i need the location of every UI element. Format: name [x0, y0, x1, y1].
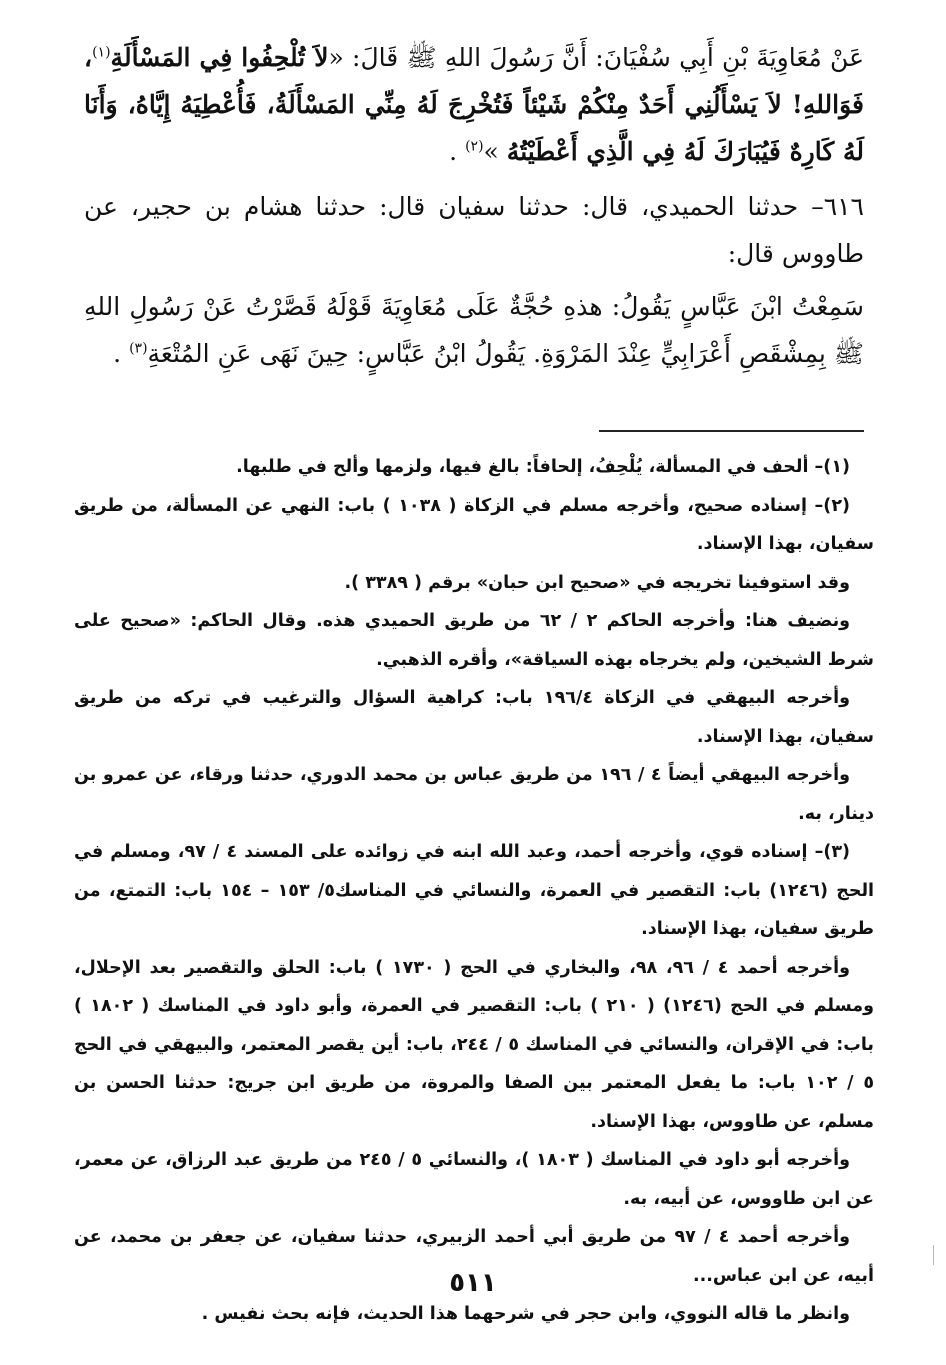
- hadith-616-matn: [84, 283, 864, 377]
- footnote-3-para-b: وأخرجه أحمد ٤ / ٩٦، ٩٨، والبخاري في الحج ( ١٧٣٠ ) باب: الحلق والتقصير بعد الإحلال، ومسلم في الحج (١٢٤٦) ( ٢١٠ ) باب: التقصير في العمرة، وأبو داود في المناسك ( ١٨٠٢ ) باب: في الإقران، والنسائي في المناسك ٥ / ٢٤٤، باب: أين يقصر المعتمر، والبيهقي في الحج ٥ / ١٠٢ باب: ما يفعل المعتمر بين الصفا والمروة، من طريق ابن جريج: حدثنا الحسن بن مسلم، عن طاووس، بهذا الإسناد.: [74, 957, 875, 1132]
- footnote-2: (٢)– إسناده صحيح، وأخرجه مسلم في الزكاة ( ١٠٣٨ ) باب: النهي عن المسألة، من طريق سفيان، بهذا الإسناد.: [74, 495, 874, 554]
- footnote-3-para-d: وأخرجه أحمد ٤ / ٩٧ من طريق أبي أحمد الزبيري، حدثنا سفيان، عن جعفر بن محمد، عن أبيه، عن ابن عباس...: [74, 1227, 874, 1286]
- footnote-2-para-c: ونضيف هنا: وأخرجه الحاكم ٢ / ٦٢ من طريق الحميدي هذه. وقال الحاكم: «صحيح على شرط الشيخين، ولم يخرجاه بهذه السياقة»، وأقره الذهبي.: [74, 611, 874, 670]
- margin-mark: [933, 1245, 934, 1265]
- footnote-3: (٣)– إسناده قوي، وأخرجه أحمد، وعبد الله ابنه في زوائده على المسند ٤ / ٩٧، ومسلم في الحج (١٢٤٦) باب: التقصير في العمرة، والنسائي في المناسك٥/ ١٥٣ – ١٥٤ باب: التمتع، من طريق سفيان، بهذا الإسناد.: [74, 842, 875, 939]
- hadith-616-isnad: ٦١٦– حدثنا الحميدي، قال: حدثنا سفيان قال: حدثنا هشام بن حجير، عن طاووس قال:: [84, 192, 864, 268]
- hadith-end-dot: .: [449, 137, 466, 166]
- hadith-intro: عَنْ مُعَاوِيَةَ بْنِ أَبِي سُفْيَانَ: أَنَّ رَسُولَ اللهِ ﷺ قَالَ: «: [328, 43, 865, 72]
- main-text: [84, 34, 864, 377]
- footnotes: [74, 448, 874, 1334]
- footnote-divider: [599, 430, 864, 432]
- footnote-1: (١)– ألحف في المسألة، يُلْحِفُ، إلحافاً: بالغ فيها، ولزمها وألح في طلبها.: [236, 457, 850, 477]
- footnote-2-para-b: وقد استوفينا تخريجه في «صحيح ابن حبان» برقم ( ٣٣٨٩ ).: [344, 572, 850, 593]
- hadith-matn-rest: ، فَوَاللهِ! لاَ يَسْأَلُنِي أَحَدٌ مِنْكُمْ شَيْئاً فَتُخْرِجَ لَهُ مِنِّي المَسْأَلَةُ، فَأُعْطِيَهُ إِيَّاهُ، وَأَنَا لَهُ كَارِهٌ فَيُبَارَكَ لَهُ فِي الَّذِي أَعْطَيْتُهُ: [84, 43, 864, 166]
- page-number: ٥١١: [449, 1268, 497, 1298]
- footnote-ref-3: (٣): [129, 340, 148, 357]
- footnote-2-para-d: وأخرجه البيهقي في الزكاة ١٩٦/٤ باب: كراهية السؤال والترغيب في تركه من طريق سفيان، بهذا الإسناد.: [74, 688, 874, 747]
- hadith-615: [84, 34, 864, 175]
- hadith-close-quote: »: [483, 137, 499, 166]
- footnote-3-para-c: وأخرجه أبو داود في المناسك ( ١٨٠٣ )، والنسائي ٥ / ٢٤٥ من طريق عبد الرزاق، عن معمر، عن ابن طاووس، عن أبيه، به.: [74, 1150, 874, 1209]
- hadith-matn-start: لاَ تُلْحِفُوا فِي المَسْأَلَةِ: [110, 43, 329, 72]
- hadith-616-dot: .: [113, 339, 130, 368]
- footnote-2-para-e: وأخرجه البيهقي أيضاً ٤ / ١٩٦ من طريق عباس بن محمد الدوري، حدثنا ورقاء، عن عمرو بن دينار، به.: [74, 765, 874, 824]
- hadith-616-text: سَمِعْتُ ابْنَ عَبَّاسٍ يَقُولُ: هذهِ حُجَّةٌ عَلَى مُعَاوِيَةَ قَوْلَهُ قَصَّرْتُ عَنْ رَسُولِ اللهِ ﷺ بِمِشْقَصِ أَعْرَابِيٍّ عِنْدَ المَرْوَةِ. يَقُولُ ابْنُ عَبَّاسٍ: حِينَ نَهَى عَنِ المُتْعَةِ: [84, 292, 864, 368]
- footnote-3-para-e: وانظر ما قاله النووي، وابن حجر في شرحهما هذا الحديث، فإنه بحث نفيس .: [201, 1304, 850, 1324]
- footnote-ref-2: (٢): [465, 138, 484, 155]
- footnote-ref-1: (١): [92, 44, 111, 61]
